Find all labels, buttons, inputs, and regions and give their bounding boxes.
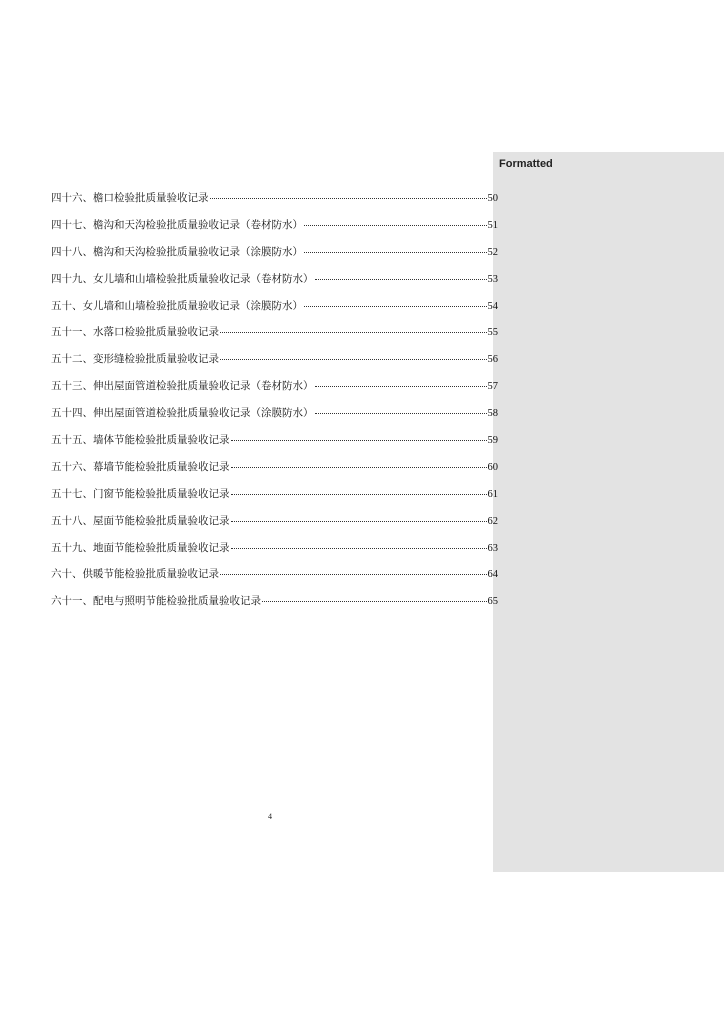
comment-label: Formatted [499, 158, 553, 170]
toc-entry-title: 五十、女儿墙和山墙检验批质量验收记录（涂膜防水） [51, 299, 303, 312]
toc-dot-leader [231, 440, 487, 441]
toc-entry[interactable] [51, 486, 498, 513]
toc-entry-page: 60 [487, 461, 498, 473]
toc-entry-page: 55 [487, 327, 498, 339]
toc-dot-leader [210, 198, 487, 199]
toc-entry[interactable] [51, 432, 498, 459]
toc-entry-title: 五十六、幕墙节能检验批质量验收记录 [51, 460, 230, 473]
toc-entry[interactable] [51, 324, 498, 351]
toc-entry-title: 四十九、女儿墙和山墙检验批质量验收记录（卷材防水） [51, 272, 314, 285]
page-number: 4 [268, 812, 272, 821]
toc-dot-leader [231, 467, 487, 468]
toc-dot-leader [304, 225, 487, 226]
toc-entry-title: 五十五、墙体节能检验批质量验收记录 [51, 434, 230, 447]
toc-entry-page: 64 [487, 569, 498, 581]
table-of-contents [51, 190, 498, 620]
toc-entry[interactable] [51, 378, 498, 405]
toc-entry-page: 53 [487, 273, 498, 285]
toc-entry[interactable] [51, 593, 498, 620]
toc-dot-leader [315, 413, 487, 414]
toc-entry[interactable] [51, 513, 498, 540]
toc-dot-leader [304, 306, 487, 307]
toc-entry[interactable] [51, 298, 498, 325]
toc-entry[interactable] [51, 271, 498, 298]
toc-entry[interactable] [51, 351, 498, 378]
toc-dot-leader [231, 494, 487, 495]
toc-entry[interactable] [51, 244, 498, 271]
toc-entry[interactable] [51, 459, 498, 486]
toc-entry[interactable] [51, 190, 498, 217]
toc-entry[interactable] [51, 566, 498, 593]
toc-entry-page: 54 [487, 300, 498, 312]
toc-entry[interactable] [51, 540, 498, 567]
toc-dot-leader [231, 521, 487, 522]
toc-dot-leader [315, 386, 487, 387]
comment-pane[interactable] [493, 152, 724, 872]
toc-entry-page: 65 [487, 596, 498, 608]
toc-entry-page: 50 [487, 193, 498, 204]
toc-dot-leader [220, 574, 487, 575]
toc-entry-title: 六十一、配电与照明节能检验批质量验收记录 [51, 595, 261, 608]
toc-entry[interactable] [51, 217, 498, 244]
toc-dot-leader [231, 548, 487, 549]
toc-entry-page: 57 [487, 381, 498, 393]
toc-dot-leader [220, 359, 487, 360]
toc-entry-title: 四十七、檐沟和天沟检验批质量验收记录（卷材防水） [51, 218, 303, 231]
toc-entry-title: 五十一、水落口检验批质量验收记录 [51, 326, 219, 339]
toc-entry-page: 62 [487, 515, 498, 527]
toc-entry-page: 61 [487, 488, 498, 500]
toc-entry-page: 63 [487, 542, 498, 554]
toc-dot-leader [315, 279, 487, 280]
toc-entry-title: 五十七、门窗节能检验批质量验收记录 [51, 487, 230, 500]
toc-entry-title: 五十八、屋面节能检验批质量验收记录 [51, 514, 230, 527]
toc-entry-title: 五十二、变形缝检验批质量验收记录 [51, 353, 219, 366]
toc-entry-page: 59 [487, 435, 498, 447]
toc-entry-title: 五十四、伸出屋面管道检验批质量验收记录（涂膜防水） [51, 407, 314, 420]
toc-dot-leader [262, 601, 487, 602]
toc-entry-page: 58 [487, 408, 498, 420]
toc-dot-leader [220, 332, 487, 333]
toc-entry-title: 四十六、檐口检验批质量验收记录 [51, 192, 209, 204]
toc-entry[interactable] [51, 405, 498, 432]
toc-entry-page: 52 [487, 246, 498, 258]
toc-entry-title: 五十三、伸出屋面管道检验批质量验收记录（卷材防水） [51, 380, 314, 393]
toc-entry-title: 六十、供暖节能检验批质量验收记录 [51, 568, 219, 581]
toc-dot-leader [304, 252, 487, 253]
toc-entry-page: 51 [487, 219, 498, 231]
toc-entry-page: 56 [487, 354, 498, 366]
toc-entry-title: 五十九、地面节能检验批质量验收记录 [51, 541, 230, 554]
toc-entry-title: 四十八、檐沟和天沟检验批质量验收记录（涂膜防水） [51, 245, 303, 258]
